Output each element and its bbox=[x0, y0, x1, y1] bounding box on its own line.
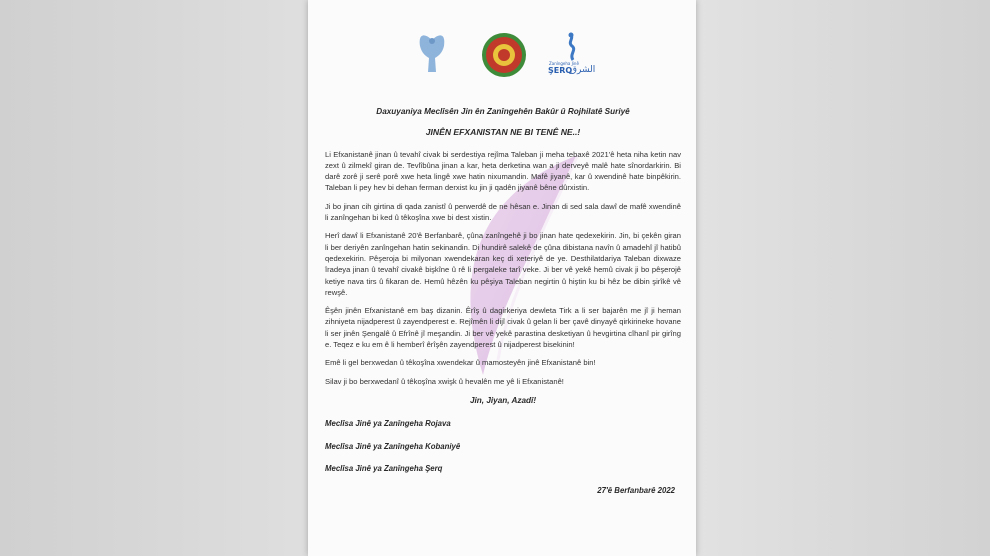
paragraph: Silav ji bo berxwedanî û têkoşîna xwişk û hevalên me yê li Efxanistanê! bbox=[325, 376, 564, 386]
paragraph: Ji bo jinan cih girtina di qada zanistî û perwerdê de ne hêsan e. Jinan di sed sala dawî de mafê xwendinê li zanîngehan bi ked û têkoşîna xwe bi dest xistin. bbox=[325, 201, 681, 223]
slogan: Jin, Jiyan, Azadî! bbox=[469, 395, 537, 405]
paragraph: Emê li gel berxwedan û têkoşîna xwendekar û mamosteyên jinê Efxanistanê bin! bbox=[325, 358, 596, 368]
document-heading: Daxuyaniya Meclîsên Jin ên Zanîngehên Bakûr û Rojhilatê Suriyê bbox=[376, 107, 630, 116]
logo-latin-text: Zanîngeha Jinê bbox=[549, 61, 579, 66]
university-seal-logo-icon bbox=[481, 32, 527, 78]
document-date: 27'ê Berfanbarê 2022 bbox=[597, 486, 675, 496]
signature-rojava: Meclîsa Jinê ya Zanîngeha Rojava bbox=[325, 419, 451, 429]
logo-arabic-text: الشرق bbox=[570, 65, 596, 75]
paragraph: Êşên jinên Efxanistanê em baş dizanin. Êrîş û dagirkeriya dewleta Tirk a li ser bajarên me jî ji heman zihniyeta nijadperest û zayendperest e. Rejîmên li dijî civak û gelan li ber çavê dinyayê qirkirineke hovane li ser jinên Şengalê û Efrînê jî meşandin. Ji ber vê yekê parastina desketiyan û hevgirtina cîhanî pir girîng e. Teqez e ku em ê li hemberî êrîşên zayendperest û nijadperest bisekinin! bbox=[325, 306, 681, 350]
logo-row bbox=[308, 32, 696, 82]
document-page bbox=[308, 0, 696, 556]
paragraph: Li Efxanistanê jinan û tevahî civak bi serdestiya rejîma Taleban ji meha tebaxê 2021'ê heta niha ketin nav zext û zilmekî giran de. Tevlîbûna jinan a kar, heta derketina wan a ji derveyê malê hate sînordarkirin. Bi darê zorê ji serê porê xwe heta lingê xwe hatin nixumandin. Mafê jiyanê, kar û xwendinê hate binpêkirin. Taleban li pey hev bi dehan ferman derxist ku jin ji qadên jiyanê bêne dûrxistin. bbox=[325, 149, 681, 193]
winged-figure-logo-icon bbox=[416, 32, 448, 76]
signature-kobani: Meclîsa Jinê ya Zanîngeha Kobaniyê bbox=[325, 441, 461, 451]
logo-name-text: ŞERQ bbox=[548, 66, 573, 75]
serq-university-logo bbox=[545, 32, 599, 78]
signature-serq: Meclîsa Jinê ya Zanîngeha Şerq bbox=[325, 463, 443, 473]
document-title: JINÊN EFXANISTAN NE BI TENÊ NE..! bbox=[425, 127, 581, 138]
paragraph: Herî dawî li Efxanistanê 20'ê Berfanbarê, çûna zanîngehê ji bo jinan hate qedexekirin. Jin, bi çekên giran li ber deriyên zanîngehan hatin sekinandin. Di hundirê salekê de çûna dibistana navîn û amadehî jî hatibû qedexekirin. Pêşeroja bi milyonan xwendekaran keç di xeteriyê de ye. Desthilatdariya Taleban dixwaze îradeya jinan û tevahî civakê bişkîne û rê li pergaleke tarî veke. Ji ber vê yekê hemû civak ji bo pêşerojê ketiye nava tirs û fikaran de. Hemû hêzên ku pêşiya Taleban negirtin û hiştin ku bi hêz be dibin şirîkê vê rewşê. bbox=[325, 231, 681, 297]
ribbon-logo-icon bbox=[545, 32, 599, 62]
document-body bbox=[325, 106, 681, 496]
